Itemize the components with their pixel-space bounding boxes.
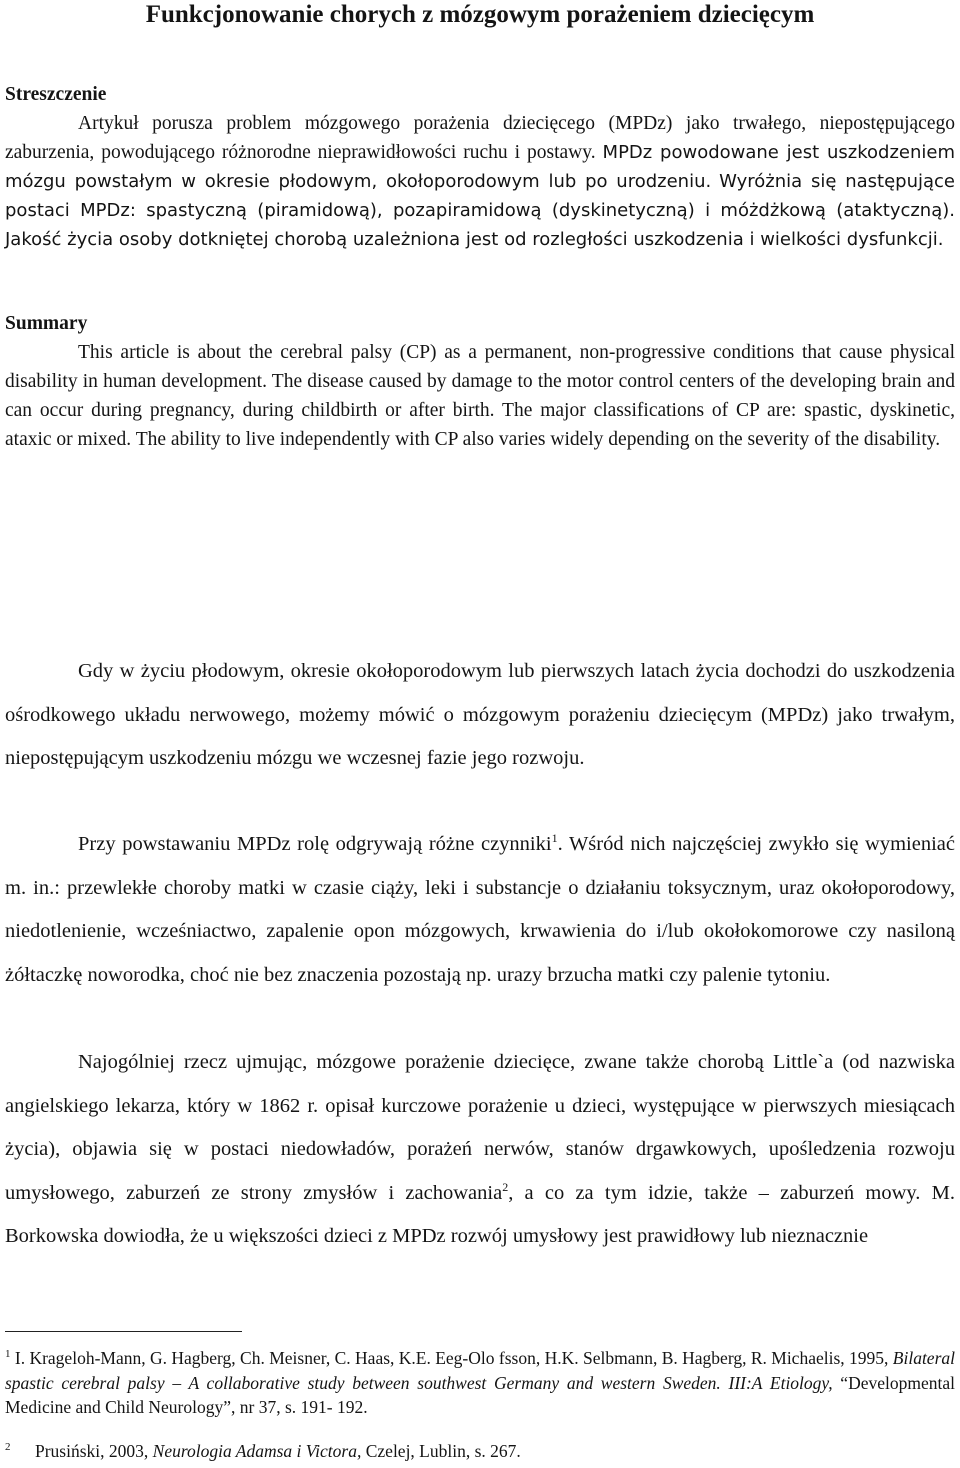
body-paragraph-2-text-b: . Wśród nich najczęściej zwykło się wymieniać m. in.: przewlekłe choroby matki w czasie ciąży, leki i substancje o działaniu toksycznym, uraz okołoporodowy, niedotlenienie, wcześniactwo, zapalenie opon mózgowych, krwawienia do i/lub okołokomorowe czy nasiloną żółtaczkę noworodka, choć nie bez znaczenia pozostają np. urazy brzucha matki czy palenie tytoniu. <box>5 833 955 986</box>
footnote-divider <box>5 1331 242 1332</box>
abstract-polish-text-2: MPDz powodowane jest uszkodzeniem mózgu powstałym w okresie płodowym, okołoporodowym lub po urodzeniu. <box>5 142 955 192</box>
footnote-2-work-title: Neurologia Adamsa i Victora, <box>152 1441 362 1461</box>
document-title: Funkcjonowanie chorych z mózgowym porażeniem dziecięcym <box>145 1 815 28</box>
abstract-english-text-2: The disease caused by damage to the motor control centers of the developing brain and can occur during pregnancy, during childbirth or after birth. <box>5 371 956 421</box>
footnote-2: 2 Prusiński, 2003, Neurologia Adamsa i Victora, Czelej, Lublin, s. 267. <box>5 1441 521 1461</box>
footnote-ref-2[interactable]: 2 <box>502 1179 509 1194</box>
abstract-english-text-1: This article is about the cerebral palsy (CP) as a permanent, non-progressive conditions that cause physical disability in human development. <box>5 342 955 392</box>
abstract-polish-text-4: Jakość życia osoby dotkniętej chorobą uzależniona jest od rozległości uszkodzenia i wielkości dysfunkcji. <box>5 229 944 250</box>
abstract-polish-text-3: Wyróżnia się następujące postaci MPDz: spastyczną (piramidową), pozapiramidową (dyskinetyczną) i móżdżkową (ataktyczną). <box>5 171 955 221</box>
body-paragraph-2-text-a: Przy powstawaniu MPDz rolę odgrywają różne czynniki <box>78 833 552 855</box>
body-paragraph-3 <box>5 1041 955 1259</box>
abstract-polish-heading: Streszczenie <box>5 84 107 105</box>
abstract-english-text-3: The major classifications of CP are: spastic, dyskinetic, ataxic or mixed. <box>5 400 955 450</box>
footnote-1-number: 1 <box>5 1348 11 1360</box>
footnote-2-text-a: Prusiński, 2003, <box>35 1441 153 1461</box>
abstract-polish <box>5 80 955 254</box>
body-paragraph-3-text-a: Najogólniej rzecz ujmując, mózgowe porażenie dziecięce, zwane także chorobą Little`a (od nazwiska angielskiego lekarza, który w 1862 r. opisał kurczowe porażenie u dzieci, występujące w pierwszych miesiącach życia), objawia się w postaci niedowładów, porażeń nerwów, stanów drgawkowych, upośledzenia rozwoju umysłowego, zaburzeń ze strony zmysłów i zachowania <box>5 1051 955 1204</box>
body-paragraph-2 <box>5 823 955 997</box>
abstract-english-text-4: The ability to live independently with CP also varies widely depending on the severity of the disability. <box>135 429 941 450</box>
footnote-1 <box>5 1346 955 1420</box>
body-paragraph-3-text-b: , a co za tym idzie, także – zaburzeń mowy. M. Borkowska dowiodła, że u większości dzieci z MPDz rozwój umysłowy jest prawidłowy lub nieznacznie <box>5 1181 955 1247</box>
footnote-1-text-b: “Developmental Medicine and Child Neurology”, nr 37, s. 191- 192. <box>5 1372 955 1417</box>
abstract-english-heading: Summary <box>5 313 88 334</box>
footnote-ref-1[interactable]: 1 <box>551 831 558 845</box>
abstract-polish-text-1: Artykuł porusza problem mózgowego porażenia dziecięcego (MPDz) jako trwałego, niepostępującego zaburzenia, powodującego różnorodne nieprawidłowości ruchu i postawy. <box>5 113 955 163</box>
abstract-english <box>5 309 955 454</box>
body-paragraph-1-text: Gdy w życiu płodowym, okresie okołoporodowym lub pierwszych latach życia dochodzi do uszkodzenia ośrodkowego układu nerwowego, możemy mówić o mózgowym porażeniu dziecięcym (MPDz) jako trwałym, niepostępującym uszkodzeniu mózgu we wczesnej fazie jego rozwoju. <box>5 660 955 769</box>
footnote-2-text-b: Czelej, Lublin, s. 267. <box>361 1441 521 1461</box>
footnote-1-text-a: I. Krageloh-Mann, G. Hagberg, Ch. Meisner, C. Haas, K.E. Eeg-Olo fsson, H.K. Selbmann, B. Hagberg, R. Michaelis, 1995, <box>10 1348 893 1368</box>
body-paragraph-1 <box>5 650 955 781</box>
footnote-1-work-title: Bilateral spastic cerebral palsy – A collaborative study between southwest Germany and western Sweden. III:A Etiology, <box>5 1348 955 1393</box>
